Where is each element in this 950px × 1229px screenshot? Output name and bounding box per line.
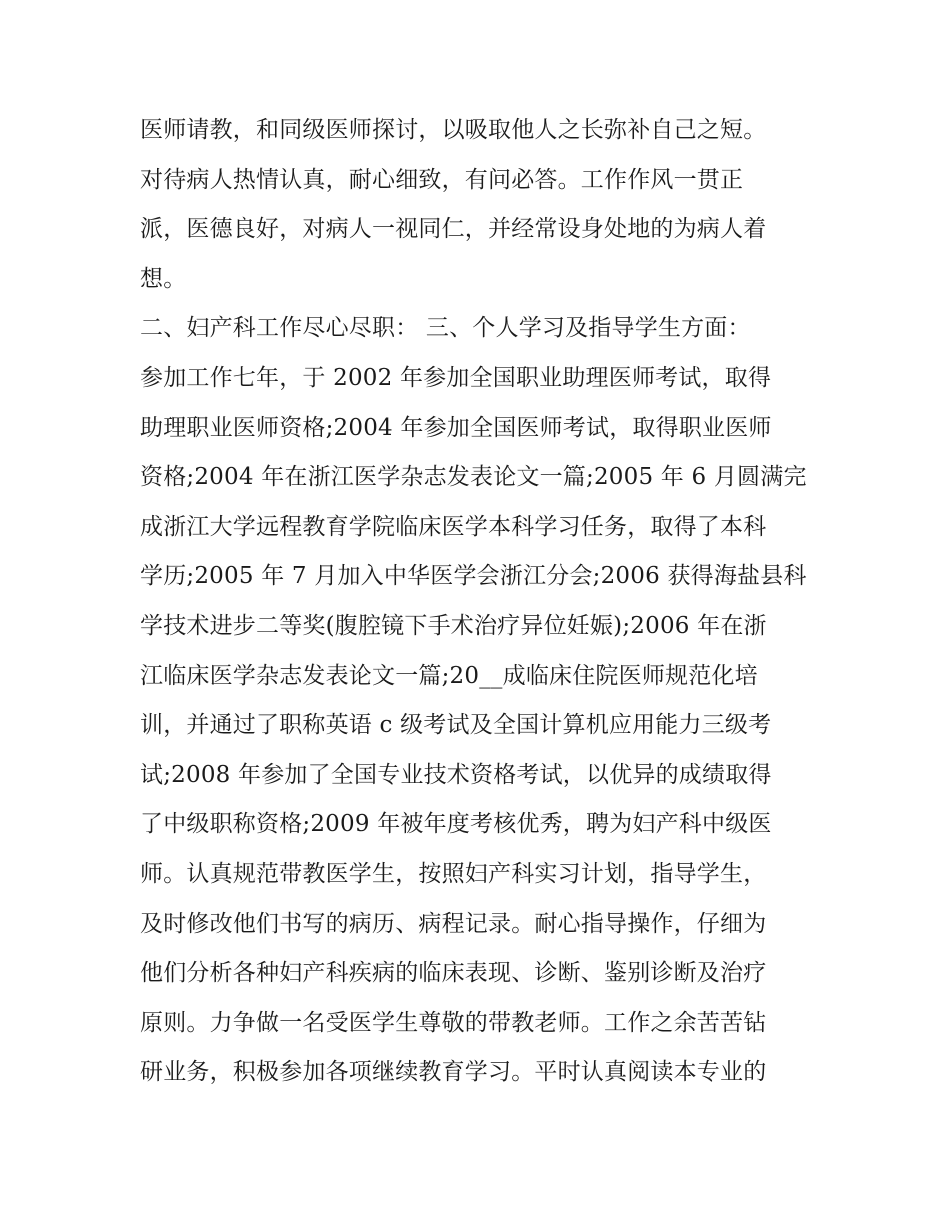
text-line: 学历;2005 年 7 月加入中华医学会浙江分会;2006 获得海盐县科: [140, 563, 807, 590]
text-line: 对待病人热情认真，耐心细致，有问必答。工作作风一贯正: [140, 166, 744, 193]
section-heading-line: 二、妇产科工作尽心尽职： 三、个人学习及指导学生方面：: [140, 315, 751, 342]
text-line: 师。认真规范带教医学生，按照妇产科实习计划，指导学生，: [140, 860, 767, 887]
text-line: 学技术进步二等奖(腹腔镜下手术治疗异位妊娠);2006 年在浙: [140, 612, 767, 639]
text-line: 助理职业医师资格;2004 年参加全国医师考试，取得职业医师: [140, 414, 772, 441]
text-line: 及时修改他们书写的病历、病程记录。耐心指导操作，仔细为: [140, 910, 767, 937]
text-line: 派，医德良好，对病人一视同仁，并经常设身处地的为病人着: [140, 216, 767, 243]
text-line: 成浙江大学远程教育学院临床医学本科学习任务，取得了本科: [140, 513, 767, 540]
text-line: 想。: [140, 265, 187, 292]
body-text: [140, 106, 820, 1098]
text-line: 医师请教，和同级医师探讨，以吸取他人之长弥补自己之短。: [140, 117, 767, 143]
text-line: 训，并通过了职称英语 c 级考试及全国计算机应用能力三级考: [140, 712, 772, 739]
text-line: 他们分析各种妇产科疾病的临床表现、诊断、鉴别诊断及治疗: [140, 960, 767, 987]
text-line: 试;2008 年参加了全国专业技术资格考试，以优异的成绩取得: [140, 761, 772, 788]
text-line: 研业务，积极参加各项继续教育学习。平时认真阅读本专业的: [140, 1059, 767, 1086]
text-line: 江临床医学杂志发表论文一篇;20__成临床住院医师规范化培: [140, 662, 758, 689]
text-line: 原则。力争做一名受医学生尊敬的带教老师。工作之余苦苦钻: [140, 1009, 767, 1036]
text-line: 资格;2004 年在浙江医学杂志发表论文一篇;2005 年 6 月圆满完: [140, 464, 807, 491]
text-line: 了中级职称资格;2009 年被年度考核优秀，聘为妇产科中级医: [140, 811, 772, 838]
text-line: 参加工作七年，于 2002 年参加全国职业助理医师考试，取得: [140, 364, 772, 391]
